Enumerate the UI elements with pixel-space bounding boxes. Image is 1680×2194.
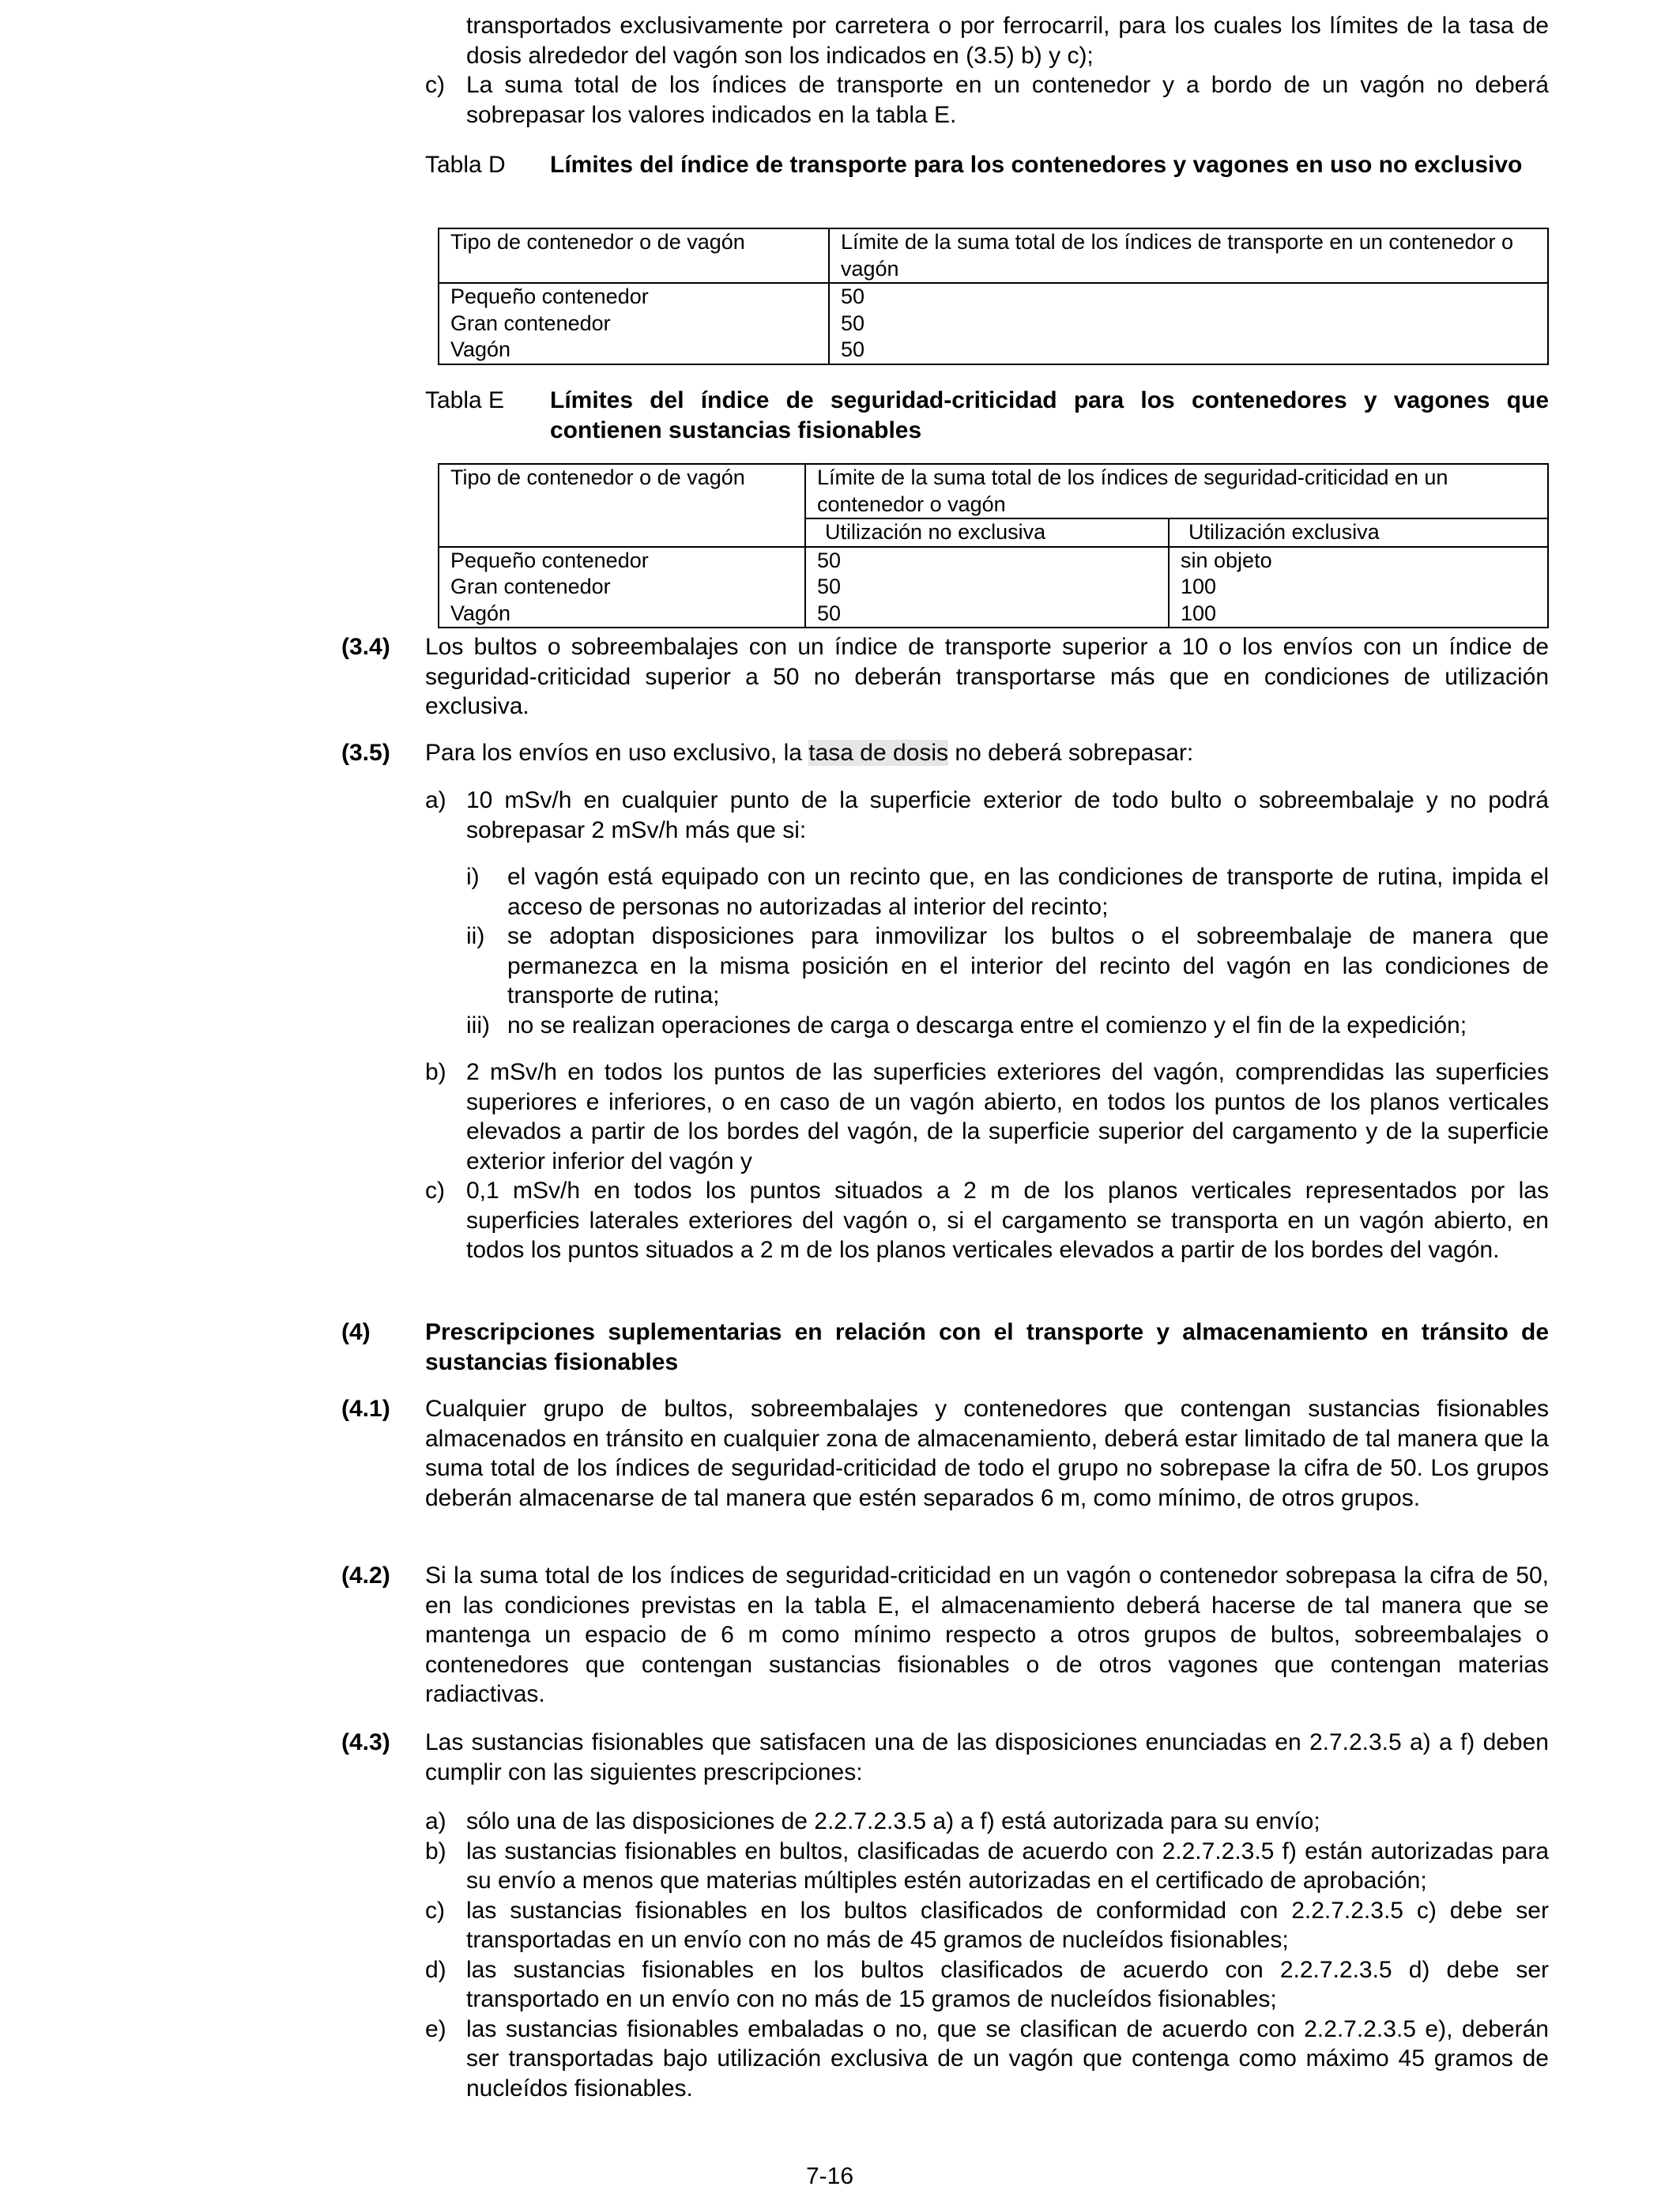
- table-cell: Pequeño contenedor: [439, 283, 829, 311]
- intro-line: transportados exclusivamente por carretera o por ferrocarril, para los cuales los límites de la tasa de dosis alrededor del vagón son los indicados en (3.5) b) y c);: [466, 13, 1549, 69]
- section-text: Las sustancias fisionables que satisfacen una de las disposiciones enunciadas en 2.7.2.3.5 a) a f) deben cumplir con las siguientes prescripciones:: [425, 1729, 1549, 1785]
- list-item: [341, 1896, 1549, 1955]
- list-item: [341, 2015, 1549, 2104]
- intro-continuation: [341, 11, 1549, 130]
- table-d-title: Límites del índice de transporte para los contenedores y vagones en uso no exclusivo: [550, 152, 1523, 178]
- table-header-row: [439, 464, 1548, 518]
- section-text: [425, 738, 1549, 768]
- item-text: 2 mSv/h en todos los puntos de las superficies exteriores del vagón, comprendidas las superficies superiores e inferiores, o en caso de un vagón abierto, en todos los puntos de los planos verticales elevados a partir de los bordes del vagón, de la superficie superior del cargamento y de la superficie exterior inferior del vagón y: [466, 1059, 1549, 1174]
- text-run: no deberá sobrepasar:: [948, 740, 1194, 766]
- section-number: (4): [341, 1319, 371, 1345]
- section-number: (4.2): [341, 1563, 390, 1589]
- section-heading: Prescripciones suplementarias en relación con el transporte y almacenamiento en tránsito de sustancias fisionables: [425, 1319, 1549, 1375]
- list-item-c: [341, 1176, 1549, 1265]
- item-text: sólo una de las disposiciones de 2.2.7.2.3.5 a) a f) está autorizada para su envío;: [466, 1808, 1320, 1834]
- list-item: [341, 1837, 1549, 1896]
- table-header-cell: Límite de la suma total de los índices de transporte en un contenedor o vagón: [841, 230, 1514, 281]
- item-text: 0,1 mSv/h en todos los puntos situados a 2 m de los planos verticales representados por las superficies laterales exteriores del vagón o, si el cargamento se transporta en un vagón abierto, en todos los puntos situados a 2 m de los planos verticales elevados a partir de los bordes del vagón.: [466, 1178, 1549, 1263]
- sub-item-label: ii): [466, 923, 485, 949]
- item-text: 10 mSv/h en cualquier punto de la superficie exterior de todo bulto o sobreembalaje y no podrá sobrepasar 2 mSv/h más que si:: [466, 787, 1549, 843]
- table-d-caption: [425, 150, 1549, 180]
- table-row: [439, 337, 1548, 364]
- table-header-cell: Tipo de contenedor o de vagón: [439, 464, 805, 547]
- section-number: (4.1): [341, 1396, 390, 1422]
- table-cell: 100: [1181, 575, 1217, 598]
- sub-item-label: i): [466, 864, 480, 890]
- sub-item-text: se adoptan disposiciones para inmovilizar los bultos o el sobreembalaje de manera que permanezca en la misma posición en el interior del recinto del vagón en las condiciones de transporte de rutina;: [507, 923, 1549, 1008]
- item-text: las sustancias fisionables en los bultos clasificados de acuerdo con 2.2.7.2.3.5 d) debe ser transportado en un envío con no más de 15 gramos de nucleídos fisionables;: [466, 1956, 1549, 2012]
- table-d: [438, 228, 1549, 365]
- section-text: Cualquier grupo de bultos, sobreembalajes y contenedores que contengan sustancias fisionables almacenados en tránsito en cualquier zona de almacenamiento, deberá estar limitado de tal manera que la suma total de los índices de seguridad-criticidad de todo el grupo no sobrepase la cifra de 50. Los grupos deberán almacenarse de tal manera que estén separados 6 m, como mínimo, de otros grupos.: [425, 1396, 1549, 1511]
- table-header-cell: Utilización exclusiva: [1188, 520, 1380, 544]
- table-cell: 50: [841, 337, 865, 361]
- table-cell: 50: [805, 547, 1169, 575]
- section-number: (4.3): [341, 1729, 390, 1755]
- table-cell: 50: [841, 311, 865, 335]
- text-run: Para los envíos en uso exclusivo, la: [425, 740, 809, 766]
- highlighted-term: tasa de dosis: [808, 740, 949, 766]
- table-e-title: Límites del índice de seguridad-criticidad para los contenedores y vagones que contienen sustancias fisionables: [550, 387, 1549, 443]
- item-text: las sustancias fisionables en bultos, clasificadas de acuerdo con 2.2.7.2.3.5 f) están autorizadas para su envío a menos que materias múltiples estén autorizadas en el certificado de aprobación;: [466, 1838, 1549, 1894]
- section-3-5-items: [341, 786, 1549, 1265]
- table-cell: 50: [805, 574, 1169, 601]
- section-number: (3.5): [341, 740, 390, 766]
- list-item: [341, 1955, 1549, 2015]
- item-label: c): [425, 72, 445, 98]
- table-e-caption: [425, 386, 1549, 445]
- table-row: [439, 574, 1548, 601]
- table-cell: Vagón: [439, 601, 805, 628]
- table-row: [439, 547, 1548, 575]
- item-text: las sustancias fisionables en los bultos clasificados de conformidad con 2.2.7.2.3.5 c) debe ser transportadas en un envío con no más de 45 gramos de nucleídos fisionables;: [466, 1897, 1549, 1953]
- table-e-label: Tabla E: [425, 387, 505, 413]
- item-label: c): [425, 1897, 445, 1924]
- intro-item-c: [341, 70, 1549, 130]
- table-row: [439, 601, 1548, 628]
- table-header-cell: Tipo de contenedor o de vagón: [439, 228, 829, 283]
- table-header-row: [439, 228, 1548, 283]
- sub-item-iii: [341, 1011, 1549, 1041]
- sub-item-text: no se realizan operaciones de carga o descarga entre el comienzo y el fin de la expedición;: [507, 1012, 1467, 1039]
- sub-item-text: el vagón está equipado con un recinto que, en las condiciones de transporte de rutina, impida el acceso de personas no autorizadas al interior del recinto;: [507, 864, 1549, 920]
- section-number: (3.4): [341, 634, 390, 660]
- item-label: a): [425, 1808, 446, 1834]
- item-label: b): [425, 1838, 446, 1864]
- page-number: 7-16: [806, 2163, 854, 2189]
- table-row: [439, 283, 1548, 311]
- item-label: b): [425, 1059, 446, 1085]
- item-label: c): [425, 1178, 445, 1204]
- table-cell: Gran contenedor: [439, 311, 829, 337]
- item-text: las sustancias fisionables embaladas o no, que se clasifican de acuerdo con 2.2.7.2.3.5 e), deberán ser transportadas bajo utilización exclusiva de un vagón que contenga como máximo 45 gramos de nucleídos fisionables.: [466, 2015, 1549, 2102]
- table-cell: sin objeto: [1181, 548, 1272, 572]
- list-item-a: [341, 786, 1549, 845]
- table-header-cell: Límite de la suma total de los índices de seguridad-criticidad en un contenedor o vagón: [805, 464, 1548, 518]
- section-text: Los bultos o sobreembalajes con un índice de transporte superior a 10 o los envíos con un índice de seguridad-criticidad superior a 50 no deberán transportarse más que en condiciones de utilización exclusiva.: [425, 634, 1549, 719]
- list-item-b: [341, 1057, 1549, 1176]
- sub-item-label: iii): [466, 1012, 490, 1039]
- table-header-cell: Utilización no exclusiva: [805, 518, 1169, 547]
- list-item: [341, 1807, 1549, 1837]
- sub-item-i: [341, 862, 1549, 922]
- table-cell: Pequeño contenedor: [439, 547, 805, 575]
- item-label: d): [425, 1956, 446, 1983]
- table-row: [439, 311, 1548, 337]
- table-cell: Gran contenedor: [439, 574, 805, 601]
- table-cell: 100: [1181, 601, 1217, 625]
- section-text: Si la suma total de los índices de seguridad-criticidad en un vagón o contenedor sobrepasa la cifra de 50, en las condiciones previstas en la tabla E, el almacenamiento deberá hacerse de tal manera que se mantenga un espacio de 6 m como mínimo respecto a otros grupos de bultos, sobreembalajes o contenedores que contengan sustancias fisionables o de otros vagones que contengan materias radiactivas.: [425, 1563, 1549, 1707]
- item-label: e): [425, 2015, 446, 2042]
- table-cell: 50: [805, 601, 1169, 628]
- table-cell: 50: [841, 285, 865, 308]
- section-4-3-items: [341, 1807, 1549, 2103]
- sub-item-ii: [341, 922, 1549, 1011]
- item-text: La suma total de los índices de transporte en un contenedor y a bordo de un vagón no deberá sobrepasar los valores indicados en la tabla E.: [466, 72, 1549, 128]
- table-cell: Vagón: [439, 337, 829, 364]
- table-d-label: Tabla D: [425, 152, 506, 178]
- table-e: [438, 463, 1549, 628]
- item-label: a): [425, 787, 446, 813]
